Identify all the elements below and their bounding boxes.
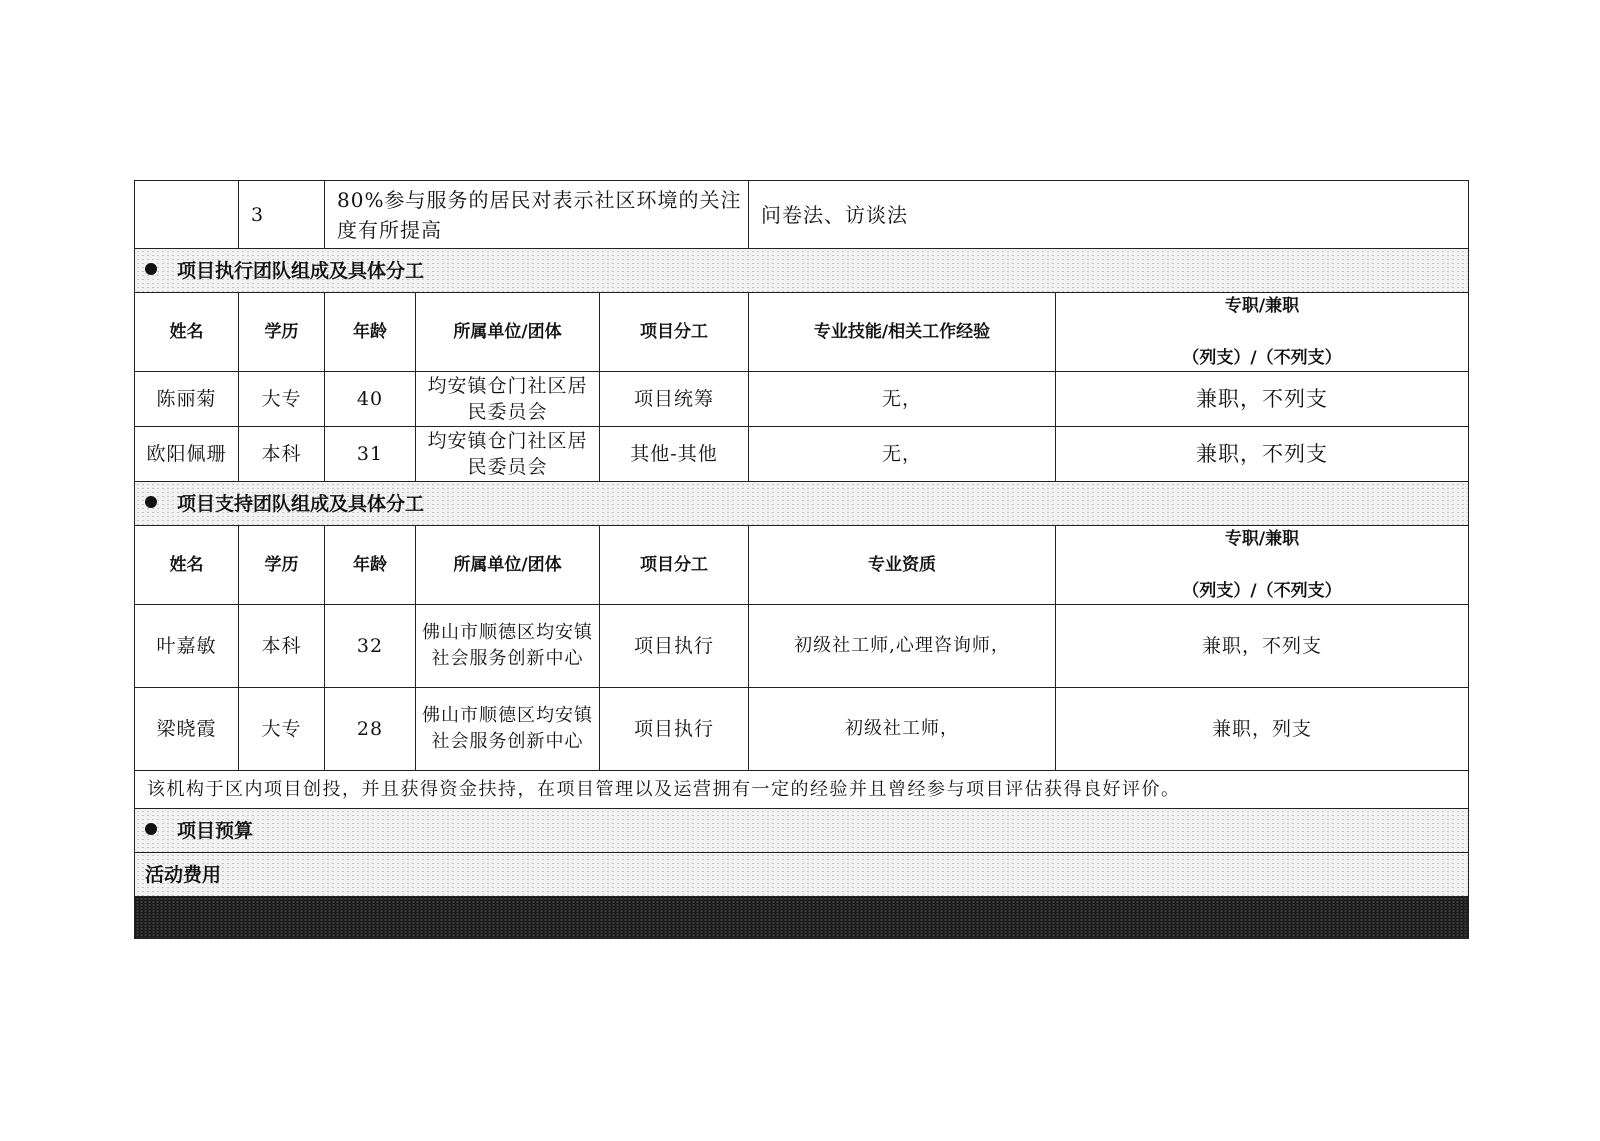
- goal-empty-cell: [135, 181, 239, 249]
- header-name: 姓名: [135, 293, 239, 372]
- member-education: 本科: [239, 427, 325, 482]
- header-unit: 所属单位/团体: [416, 526, 600, 605]
- member-unit: 佛山市顺德区均安镇社会服务创新中心: [416, 688, 600, 771]
- member-skill: 无，: [749, 372, 1056, 427]
- goal-number: 3: [239, 181, 325, 249]
- budget-title: 项目预算: [177, 819, 254, 842]
- header-role: 项目分工: [600, 293, 749, 372]
- header-education: 学历: [239, 526, 325, 605]
- member-name: 陈丽菊: [135, 372, 239, 427]
- member-unit: 均安镇仓门社区居民委员会: [416, 427, 600, 482]
- member-age: 28: [325, 688, 416, 771]
- header-type-line2: （列支）/（不列支）: [1182, 348, 1342, 368]
- dark-scan-band: [135, 897, 1469, 939]
- header-role: 项目分工: [600, 526, 749, 605]
- table-row: [135, 427, 1469, 482]
- execution-team-title: 项目执行团队组成及具体分工: [177, 259, 425, 282]
- header-type: [1056, 293, 1469, 372]
- goal-row: [135, 181, 1469, 249]
- member-name: 欧阳佩珊: [135, 427, 239, 482]
- member-age: 31: [325, 427, 416, 482]
- header-type-line1: 专职/兼职: [1224, 296, 1300, 316]
- header-type-line1: 专职/兼职: [1224, 529, 1300, 549]
- header-name: 姓名: [135, 526, 239, 605]
- budget-section-header: [135, 809, 1469, 853]
- member-type: 兼职，不列支: [1056, 605, 1469, 688]
- member-age: 40: [325, 372, 416, 427]
- execution-team-header-row: [135, 293, 1469, 372]
- member-role: 项目统筹: [600, 372, 749, 427]
- member-role: 其他-其他: [600, 427, 749, 482]
- member-type: 兼职，不列支: [1056, 372, 1469, 427]
- header-qualification: 专业资质: [749, 526, 1056, 605]
- member-age: 32: [325, 605, 416, 688]
- bullet-icon: [145, 496, 157, 508]
- bullet-icon: [145, 823, 157, 835]
- member-qualification: 初级社工师,心理咨询师，: [749, 605, 1056, 688]
- header-age: 年龄: [325, 526, 416, 605]
- member-name: 梁晓霞: [135, 688, 239, 771]
- header-education: 学历: [239, 293, 325, 372]
- member-unit: 均安镇仓门社区居民委员会: [416, 372, 600, 427]
- bullet-icon: [145, 263, 157, 275]
- project-form-table: [134, 180, 1469, 939]
- member-unit: 佛山市顺德区均安镇社会服务创新中心: [416, 605, 600, 688]
- table-row: [135, 372, 1469, 427]
- activity-cost-header: 活动费用: [135, 853, 1469, 897]
- member-name: 叶嘉敏: [135, 605, 239, 688]
- header-skill: 专业技能/相关工作经验: [749, 293, 1056, 372]
- member-skill: 无，: [749, 427, 1056, 482]
- support-team-header-row: [135, 526, 1469, 605]
- member-type: 兼职，列支: [1056, 688, 1469, 771]
- member-role: 项目执行: [600, 688, 749, 771]
- header-type: [1056, 526, 1469, 605]
- organization-note: 该机构于区内项目创投，并且获得资金扶持，在项目管理以及运营拥有一定的经验并且曾经参与项目评估获得良好评价。: [135, 771, 1469, 809]
- member-role: 项目执行: [600, 605, 749, 688]
- member-type: 兼职，不列支: [1056, 427, 1469, 482]
- goal-indicator: 80%参与服务的居民对表示社区环境的关注度有所提高: [325, 181, 749, 249]
- header-unit: 所属单位/团体: [416, 293, 600, 372]
- execution-team-section-header: [135, 249, 1469, 293]
- support-team-section-header: [135, 482, 1469, 526]
- header-type-line2: （列支）/（不列支）: [1182, 581, 1342, 601]
- member-education: 本科: [239, 605, 325, 688]
- member-qualification: 初级社工师，: [749, 688, 1056, 771]
- member-education: 大专: [239, 688, 325, 771]
- goal-method: 问卷法、访谈法: [749, 181, 1469, 249]
- header-age: 年龄: [325, 293, 416, 372]
- table-row: [135, 605, 1469, 688]
- support-team-title: 项目支持团队组成及具体分工: [177, 492, 425, 515]
- table-row: [135, 688, 1469, 771]
- member-education: 大专: [239, 372, 325, 427]
